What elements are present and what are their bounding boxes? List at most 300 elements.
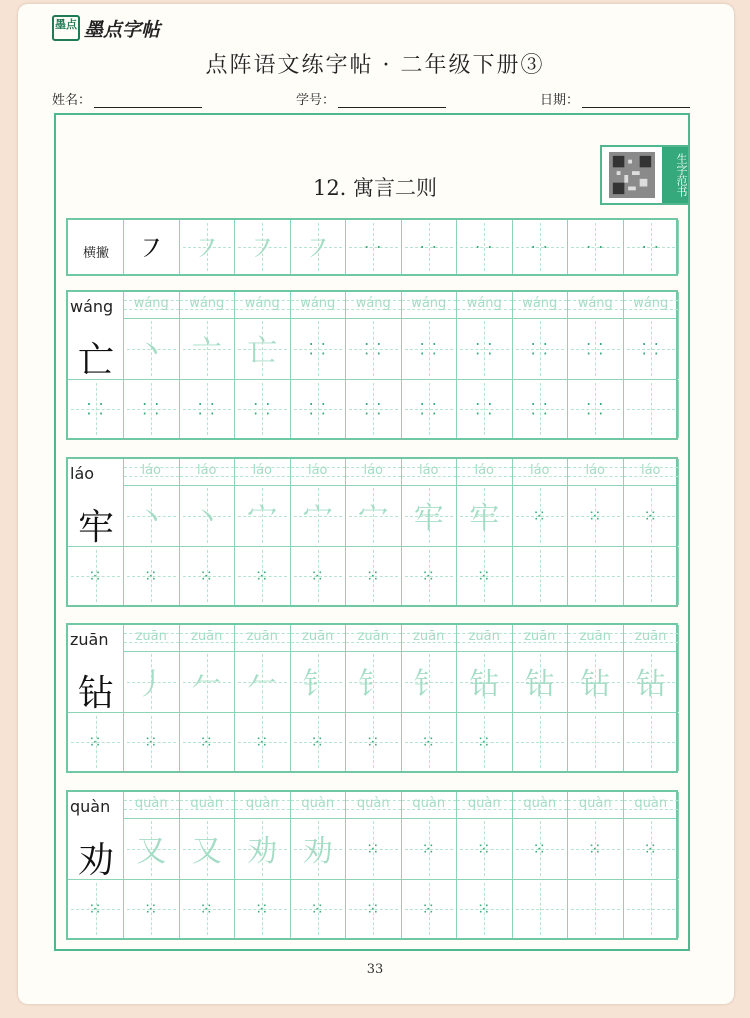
writing-cell[interactable] — [291, 380, 347, 438]
writing-cell[interactable] — [457, 485, 513, 546]
trace-stroke: ㇇ — [191, 232, 222, 268]
character-block-zuan — [66, 623, 678, 773]
writing-cell[interactable] — [402, 547, 458, 605]
writing-cell[interactable] — [568, 318, 624, 379]
dot-guide: ⁙ — [310, 566, 325, 586]
pinyin-practice-strip — [124, 292, 676, 319]
writing-cell[interactable] — [568, 485, 624, 546]
pinyin-trace: quàn — [356, 796, 390, 811]
pinyin-trace: láo — [363, 463, 384, 478]
dot-guide: ⁙ — [88, 732, 103, 752]
dot-guide: · · — [530, 237, 549, 257]
writing-cell[interactable] — [513, 485, 569, 546]
pinyin-trace: quàn — [578, 796, 612, 811]
pinyin-practice-cell[interactable] — [235, 625, 291, 651]
brand-mark: 墨点 — [52, 15, 80, 41]
pinyin-practice-cell[interactable] — [513, 459, 569, 485]
writing-cell[interactable] — [124, 380, 180, 438]
stroke-practice-cell[interactable] — [235, 220, 291, 274]
pinyin-trace: quàn — [190, 796, 224, 811]
pinyin-practice-cell[interactable] — [568, 292, 624, 318]
writing-cell[interactable] — [235, 547, 291, 605]
pinyin-practice-cell[interactable] — [568, 792, 624, 818]
stroke-practice-cell[interactable] — [402, 220, 458, 274]
trace-stroke: 宀 — [247, 500, 278, 536]
pinyin-label: wáng — [70, 297, 114, 316]
writing-cell[interactable] — [402, 380, 458, 438]
dot-guide: ⁚ ⁚ — [530, 399, 549, 419]
pinyin-trace: láo — [307, 463, 328, 478]
writing-cell[interactable] — [180, 318, 236, 379]
writing-cell[interactable] — [457, 651, 513, 712]
writing-cell[interactable] — [513, 651, 569, 712]
trace-stroke: 宀 — [302, 500, 333, 536]
writing-cell[interactable] — [568, 880, 624, 938]
writing-cell[interactable] — [68, 547, 124, 605]
writing-cell[interactable] — [346, 651, 402, 712]
writing-cell[interactable] — [124, 651, 180, 712]
dot-guide: ⁙ — [421, 732, 436, 752]
writing-cell[interactable] — [235, 318, 291, 379]
name-blank[interactable] — [94, 93, 202, 108]
name-label: 姓名： — [52, 93, 92, 108]
dot-guide: ⁚ ⁚ — [641, 339, 660, 358]
writing-cell[interactable] — [624, 651, 680, 712]
pinyin-practice-cell[interactable] — [291, 459, 347, 485]
date-field[interactable] — [540, 89, 690, 108]
brand-name: 墨点字帖 — [84, 18, 161, 41]
model-character: 牢 — [77, 507, 114, 548]
pinyin-trace: quàn — [523, 796, 557, 811]
pinyin-trace: láo — [529, 463, 550, 478]
writing-cell[interactable] — [513, 880, 569, 938]
dot-guide: ⁚ ⁚ — [586, 399, 605, 419]
dot-guide: ⁙ — [477, 899, 492, 919]
pinyin-practice-cell[interactable] — [124, 625, 180, 651]
writing-cell[interactable] — [68, 380, 124, 438]
pinyin-trace: zuān — [468, 629, 500, 644]
writing-cell[interactable] — [291, 318, 347, 379]
cell-guide-horizontal — [571, 742, 620, 743]
writing-cell[interactable] — [291, 713, 347, 771]
pinyin-label: zuān — [70, 630, 109, 649]
dot-guide: ⁙ — [310, 899, 325, 919]
pinyin-practice-cell[interactable] — [624, 792, 680, 818]
pinyin-practice-cell[interactable] — [624, 625, 680, 651]
writing-cell[interactable] — [457, 713, 513, 771]
pinyin-trace: zuān — [357, 629, 389, 644]
dot-guide: · · — [641, 237, 660, 257]
stroke-practice-cell[interactable] — [513, 220, 569, 274]
pinyin-trace: zuān — [302, 629, 334, 644]
trace-stroke: 钻 — [524, 666, 555, 702]
pinyin-trace: wáng — [189, 296, 225, 311]
trace-stroke: 𠂉 — [191, 666, 222, 702]
pinyin-trace: zuān — [635, 629, 667, 644]
stroke-practice-row — [66, 218, 678, 276]
dot-guide: ⁚ ⁚ — [253, 399, 272, 419]
pinyin-practice-cell[interactable] — [402, 792, 458, 818]
pinyin-trace: láo — [418, 463, 439, 478]
date-blank[interactable] — [582, 93, 690, 108]
writing-cell[interactable] — [346, 880, 402, 938]
brand-logo — [52, 14, 160, 42]
trace-stroke: 𠂉 — [247, 666, 278, 702]
pinyin-practice-cell[interactable] — [513, 792, 569, 818]
dot-guide: ⁙ — [366, 732, 381, 752]
dot-guide: ⁚ ⁚ — [197, 399, 216, 419]
writing-cell[interactable] — [291, 818, 347, 879]
book-title: 点阵语文练字帖 · 二年级下册③ — [205, 53, 545, 78]
dot-guide: ⁙ — [144, 899, 159, 919]
trace-stroke: 丶 — [136, 333, 167, 369]
cell-guide-horizontal — [571, 576, 620, 577]
trace-stroke: ㇇ — [247, 232, 278, 268]
writing-cell[interactable] — [124, 880, 180, 938]
pinyin-practice-cell[interactable] — [624, 459, 680, 485]
writing-cell[interactable] — [513, 380, 569, 438]
pinyin-practice-cell[interactable] — [180, 459, 236, 485]
pinyin-practice-cell[interactable] — [402, 625, 458, 651]
pinyin-practice-cell[interactable] — [346, 292, 402, 318]
pinyin-label: quàn — [70, 797, 111, 816]
writing-cell[interactable] — [346, 318, 402, 379]
cell-guide-horizontal — [627, 576, 676, 577]
trace-stroke: 牢 — [413, 500, 444, 536]
writing-cell[interactable] — [291, 485, 347, 546]
pinyin-practice-cell[interactable] — [402, 459, 458, 485]
pinyin-practice-cell[interactable] — [180, 625, 236, 651]
dot-guide: ⁚ ⁚ — [142, 399, 161, 419]
writing-cell[interactable] — [346, 380, 402, 438]
writing-cell[interactable] — [624, 818, 680, 879]
dot-guide: ⁙ — [421, 899, 436, 919]
dot-guide: · · — [475, 237, 494, 257]
pinyin-trace: zuān — [246, 629, 278, 644]
character-block-wang — [66, 290, 678, 440]
writing-cell[interactable] — [291, 880, 347, 938]
pinyin-practice-cell[interactable] — [235, 292, 291, 318]
trace-stroke: 钅 — [302, 666, 333, 702]
writing-cell[interactable] — [457, 380, 513, 438]
pinyin-trace: láo — [474, 463, 495, 478]
pinyin-trace: láo — [141, 463, 162, 478]
pinyin-practice-cell[interactable] — [124, 292, 180, 318]
pinyin-trace: láo — [196, 463, 217, 478]
trace-stroke: 钅 — [358, 666, 389, 702]
trace-stroke: 钅 — [413, 666, 444, 702]
writing-cell[interactable] — [291, 547, 347, 605]
writing-cell[interactable] — [624, 380, 680, 438]
dot-guide: ⁙ — [366, 899, 381, 919]
writing-cell[interactable] — [180, 818, 236, 879]
dot-guide: ⁙ — [366, 566, 381, 586]
trace-stroke: 亡 — [247, 333, 278, 369]
writing-cell[interactable] — [568, 818, 624, 879]
trace-stroke: 又 — [136, 833, 167, 869]
writing-cell[interactable] — [513, 818, 569, 879]
pinyin-practice-cell[interactable] — [346, 625, 402, 651]
pinyin-practice-cell[interactable] — [235, 459, 291, 485]
stroke-head-cell — [68, 220, 124, 274]
dot-guide: ⁙ — [588, 839, 603, 858]
dot-guide: ⁚ ⁚ — [419, 399, 438, 419]
pinyin-practice-cell[interactable] — [291, 292, 347, 318]
writing-cell[interactable] — [457, 818, 513, 879]
trace-stroke: 劝 — [247, 833, 278, 869]
pinyin-trace: quàn — [467, 796, 501, 811]
dot-guide: ⁙ — [144, 732, 159, 752]
writing-cell[interactable] — [457, 880, 513, 938]
lesson-title: 12. 寓言二则 — [312, 176, 438, 200]
dot-guide: ⁙ — [199, 566, 214, 586]
stroke-practice-cell[interactable] — [346, 220, 402, 274]
writing-cell[interactable] — [291, 651, 347, 712]
dot-guide: ⁙ — [477, 732, 492, 752]
writing-cell[interactable] — [180, 713, 236, 771]
pinyin-practice-cell[interactable] — [457, 292, 513, 318]
pinyin-practice-cell[interactable] — [568, 625, 624, 651]
writing-cell[interactable] — [624, 713, 680, 771]
character-block-quan — [66, 790, 678, 940]
dot-guide: · · — [419, 237, 438, 257]
writing-cell[interactable] — [457, 547, 513, 605]
writing-cell[interactable] — [402, 651, 458, 712]
writing-cell[interactable] — [180, 380, 236, 438]
stroke-model: ㇇ — [136, 232, 167, 268]
pinyin-trace: quàn — [134, 796, 168, 811]
writing-cell[interactable] — [124, 318, 180, 379]
stroke-practice-cell[interactable] — [180, 220, 236, 274]
cell-guide-horizontal — [627, 409, 676, 410]
writing-cell[interactable] — [346, 485, 402, 546]
pinyin-trace: láo — [640, 463, 661, 478]
pinyin-practice-cell[interactable] — [624, 292, 680, 318]
dot-guide: ⁚ ⁚ — [364, 399, 383, 419]
student-id-label: 学号： — [296, 93, 336, 108]
writing-cell[interactable] — [513, 713, 569, 771]
dot-guide: ⁚ ⁚ — [419, 339, 438, 358]
dot-guide: ⁚ ⁚ — [475, 399, 494, 419]
pinyin-trace: quàn — [634, 796, 668, 811]
dot-guide: ⁙ — [366, 839, 381, 858]
writing-cell[interactable] — [235, 380, 291, 438]
pinyin-trace: wáng — [411, 296, 447, 311]
trace-stroke: 又 — [191, 833, 222, 869]
dot-guide: ⁙ — [532, 506, 547, 525]
dot-guide: ⁚ ⁚ — [530, 339, 549, 358]
stroke-label: 横撇 — [82, 246, 109, 261]
writing-cell[interactable] — [624, 547, 680, 605]
writing-cell[interactable] — [124, 713, 180, 771]
pinyin-trace: zuān — [135, 629, 167, 644]
trace-stroke: 钻 — [580, 666, 611, 702]
pinyin-practice-cell[interactable] — [402, 292, 458, 318]
stroke-practice-cell[interactable] — [291, 220, 347, 274]
pinyin-practice-cell[interactable] — [124, 792, 180, 818]
writing-cell[interactable] — [124, 818, 180, 879]
writing-cell[interactable] — [235, 485, 291, 546]
model-character: 劝 — [77, 840, 114, 881]
pinyin-practice-cell[interactable] — [513, 625, 569, 651]
pinyin-trace: zuān — [524, 629, 556, 644]
pinyin-practice-cell[interactable] — [457, 459, 513, 485]
dot-guide: ⁚ ⁚ — [475, 339, 494, 358]
trace-stroke: 牢 — [469, 500, 500, 536]
writing-cell[interactable] — [513, 547, 569, 605]
writing-cell[interactable] — [235, 713, 291, 771]
writing-cell[interactable] — [346, 818, 402, 879]
writing-cell[interactable] — [402, 880, 458, 938]
writing-cell[interactable] — [624, 485, 680, 546]
trace-stroke: 钻 — [469, 666, 500, 702]
pinyin-practice-cell[interactable] — [457, 792, 513, 818]
pinyin-practice-cell[interactable] — [235, 792, 291, 818]
dot-guide: ⁙ — [588, 506, 603, 525]
pinyin-label: láo — [70, 464, 95, 483]
stroke-practice-cell[interactable] — [457, 220, 513, 274]
trace-stroke: ㇇ — [302, 232, 333, 268]
dot-guide: ⁙ — [255, 899, 270, 919]
trace-stroke: 丿 — [136, 666, 167, 702]
writing-cell[interactable] — [124, 547, 180, 605]
pinyin-trace: wáng — [522, 296, 558, 311]
pinyin-practice-strip — [124, 625, 676, 652]
writing-cell[interactable] — [402, 485, 458, 546]
dot-guide: ⁙ — [643, 506, 658, 525]
dot-guide: ⁙ — [643, 839, 658, 858]
writing-cell[interactable] — [402, 713, 458, 771]
dot-guide: · · — [364, 237, 383, 257]
trace-stroke: 劝 — [302, 833, 333, 869]
stroke-practice-cell[interactable] — [568, 220, 624, 274]
dot-guide: ⁚ ⁚ — [364, 339, 383, 358]
trace-stroke: 宀 — [358, 500, 389, 536]
pinyin-trace: quàn — [245, 796, 279, 811]
writing-cell[interactable] — [624, 880, 680, 938]
writing-cell[interactable] — [235, 651, 291, 712]
pinyin-practice-strip — [124, 459, 676, 486]
model-character: 亡 — [77, 340, 114, 381]
dot-guide: ⁚ ⁚ — [586, 339, 605, 358]
pinyin-practice-cell[interactable] — [568, 459, 624, 485]
writing-cell[interactable] — [180, 880, 236, 938]
pinyin-trace: wáng — [577, 296, 613, 311]
writing-cell[interactable] — [346, 713, 402, 771]
date-label: 日期： — [540, 93, 580, 108]
dot-guide: ⁙ — [255, 566, 270, 586]
pinyin-practice-cell[interactable] — [180, 792, 236, 818]
qr-code-icon[interactable] — [608, 152, 656, 198]
writing-cell[interactable] — [457, 318, 513, 379]
student-id-field[interactable] — [296, 89, 446, 108]
writing-cell[interactable] — [180, 485, 236, 546]
pinyin-trace: wáng — [133, 296, 169, 311]
writing-cell[interactable] — [124, 485, 180, 546]
dot-guide: ⁙ — [255, 732, 270, 752]
trace-stroke: 钻 — [635, 666, 666, 702]
dot-guide: ⁙ — [199, 899, 214, 919]
pinyin-trace: zuān — [579, 629, 611, 644]
pinyin-practice-cell[interactable] — [346, 459, 402, 485]
student-id-blank[interactable] — [338, 93, 446, 108]
trace-stroke: 丶 — [191, 500, 222, 536]
trace-stroke: 亠 — [191, 333, 222, 369]
model-character: 钻 — [77, 673, 114, 714]
pinyin-practice-cell[interactable] — [513, 292, 569, 318]
writing-cell[interactable] — [180, 651, 236, 712]
pinyin-trace: láo — [585, 463, 606, 478]
dot-guide: · · — [586, 237, 605, 257]
dot-guide: ⁙ — [421, 566, 436, 586]
dot-guide: ⁚ ⁚ — [86, 399, 105, 419]
dot-guide: ⁙ — [421, 839, 436, 858]
pinyin-trace: wáng — [300, 296, 336, 311]
pinyin-trace: wáng — [244, 296, 280, 311]
cell-guide-horizontal — [627, 909, 676, 910]
pinyin-practice-strip — [124, 792, 676, 819]
writing-cell[interactable] — [235, 880, 291, 938]
writing-cell[interactable] — [402, 818, 458, 879]
dot-guide: ⁙ — [88, 899, 103, 919]
pinyin-trace: wáng — [633, 296, 669, 311]
pinyin-trace: quàn — [301, 796, 335, 811]
stroke-practice-cell[interactable] — [624, 220, 680, 274]
pinyin-trace: zuān — [413, 629, 445, 644]
character-block-lao — [66, 457, 678, 607]
writing-cell[interactable] — [513, 318, 569, 379]
dot-guide: ⁙ — [532, 839, 547, 858]
pinyin-practice-cell[interactable] — [124, 459, 180, 485]
pinyin-trace: wáng — [466, 296, 502, 311]
writing-cell[interactable] — [235, 818, 291, 879]
cell-guide-horizontal — [516, 742, 565, 743]
page-number: 33 — [366, 962, 384, 977]
dot-guide: ⁙ — [144, 566, 159, 586]
writing-cell[interactable] — [402, 318, 458, 379]
name-field[interactable] — [52, 89, 202, 108]
writing-cell[interactable] — [68, 880, 124, 938]
cell-guide-horizontal — [516, 576, 565, 577]
pinyin-trace: quàn — [412, 796, 446, 811]
writing-cell[interactable] — [68, 713, 124, 771]
dot-guide: ⁙ — [88, 566, 103, 586]
pinyin-practice-cell[interactable] — [291, 625, 347, 651]
pinyin-practice-cell[interactable] — [346, 792, 402, 818]
dot-guide: ⁙ — [477, 839, 492, 858]
writing-cell[interactable] — [568, 547, 624, 605]
writing-cell[interactable] — [568, 380, 624, 438]
dot-guide: ⁙ — [310, 732, 325, 752]
writing-cell[interactable] — [568, 713, 624, 771]
pinyin-practice-cell[interactable] — [291, 792, 347, 818]
writing-cell[interactable] — [624, 318, 680, 379]
trace-stroke: 丶 — [136, 500, 167, 536]
writing-cell[interactable] — [346, 547, 402, 605]
cell-guide-horizontal — [571, 909, 620, 910]
pinyin-trace: láo — [252, 463, 273, 478]
pinyin-practice-cell[interactable] — [180, 292, 236, 318]
dot-guide: ⁚ ⁚ — [308, 399, 327, 419]
qr-tag: 生字范书 — [662, 147, 688, 203]
pinyin-practice-cell[interactable] — [457, 625, 513, 651]
cell-guide-horizontal — [516, 909, 565, 910]
writing-cell[interactable] — [180, 547, 236, 605]
pinyin-trace: wáng — [355, 296, 391, 311]
cell-guide-horizontal — [627, 742, 676, 743]
writing-cell[interactable] — [568, 651, 624, 712]
qr-badge[interactable] — [600, 145, 690, 205]
